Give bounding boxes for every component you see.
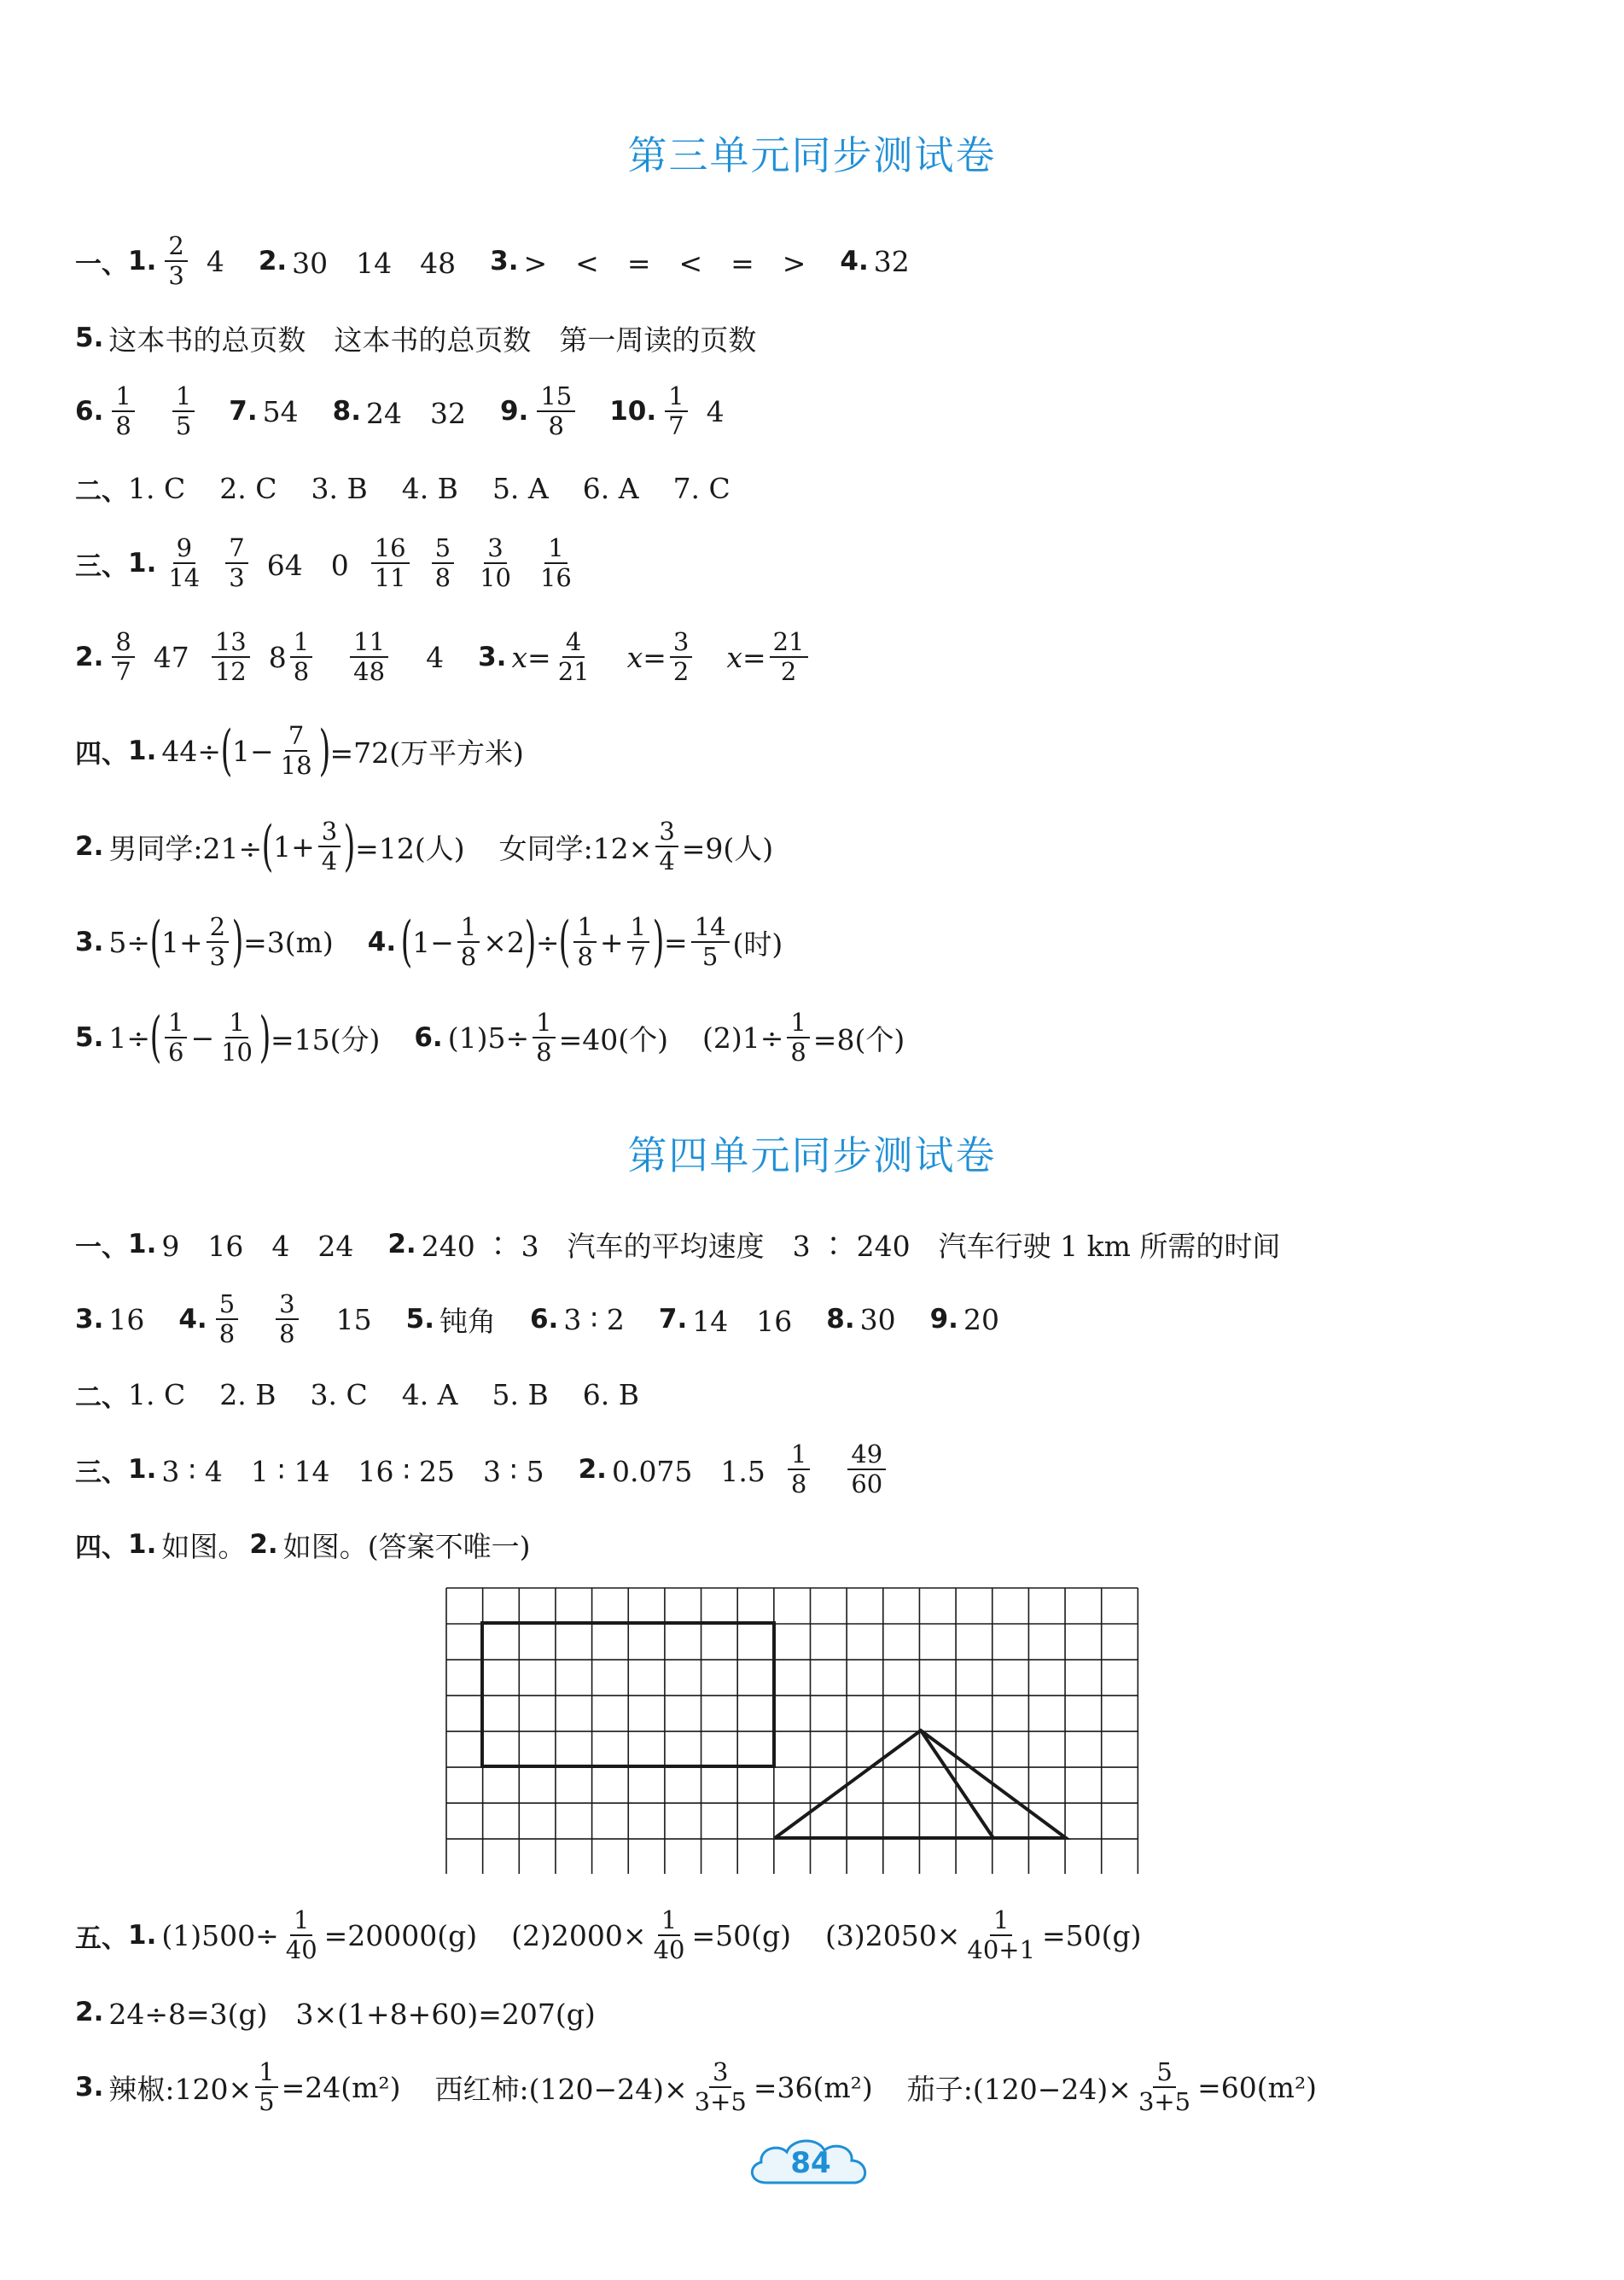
question-number: 7. bbox=[229, 396, 258, 427]
expression: (2)1÷ $\frac{1}{8}$ =8(个) bbox=[701, 1007, 905, 1067]
question-number: 7. bbox=[658, 1304, 688, 1335]
question-number: 1. bbox=[128, 1229, 157, 1259]
grid-svg bbox=[445, 1587, 1140, 1874]
close-paren: ) bbox=[524, 910, 537, 974]
answer: 5. B bbox=[492, 1377, 549, 1411]
question-number: 5. bbox=[75, 1022, 104, 1053]
section-label: 一、 bbox=[75, 248, 128, 280]
answer: 24 32 bbox=[365, 396, 466, 430]
fraction: $\frac{1}{8}$ bbox=[573, 914, 596, 971]
answer: 15 bbox=[335, 1302, 372, 1336]
answer: 钝角 bbox=[439, 1304, 496, 1338]
fraction: $\frac{1}{5}$ bbox=[255, 2059, 277, 2116]
expression: ( 1− $\frac{1}{8}$ ×2 ) ÷ ( $\frac{1}{8}$ + $\frac{1}{7}$ ) = $\frac{14}{5}$ (时) bbox=[400, 910, 783, 974]
answer: 3 ∶ 2 bbox=[563, 1302, 625, 1336]
section-label: 三、 bbox=[75, 550, 128, 582]
fraction: $\frac{3}{10}$ bbox=[480, 532, 511, 592]
fraction: $\frac{8}{7}$ bbox=[112, 629, 134, 686]
expression: 44÷ ( 1− $\frac{7}{18}$ ) =72(万平方米) bbox=[161, 719, 524, 782]
fraction: $\frac{7}{3}$ bbox=[225, 535, 247, 592]
fraction: $\frac{1}{40}$ bbox=[285, 1905, 317, 1964]
open-paren: ( bbox=[149, 910, 162, 974]
expression: 男同学:21÷ ( 1+ $\frac{3}{4}$ ) =12(人) bbox=[108, 815, 465, 878]
answer: 5. A bbox=[492, 471, 549, 505]
fraction: $\frac{3}{4}$ bbox=[318, 818, 341, 875]
answer: 1. C bbox=[128, 471, 186, 505]
question-number: 5. bbox=[75, 323, 104, 353]
u3-line-3 bbox=[75, 370, 743, 452]
section-label: 四、 bbox=[75, 1532, 128, 1563]
open-paren: ( bbox=[400, 910, 413, 974]
question-number: 6. bbox=[414, 1022, 443, 1053]
u4-line-8 bbox=[75, 2046, 1336, 2128]
u4-line-4 bbox=[75, 1428, 905, 1510]
u4-line-7 bbox=[75, 1971, 614, 2053]
fraction: $\frac{2}{3}$ bbox=[165, 233, 187, 290]
section-label: 二、 bbox=[75, 475, 128, 507]
answer: 4. A bbox=[401, 1377, 458, 1411]
fraction: $\frac{1}{16}$ bbox=[539, 532, 572, 592]
answer: 14 16 bbox=[692, 1304, 793, 1338]
fraction: $\frac{1}{5}$ bbox=[172, 383, 195, 440]
section-label: 五、 bbox=[75, 1922, 128, 1954]
expression: 1÷ ( $\frac{1}{6}$ − $\frac{1}{10}$ ) =15(分) bbox=[108, 1006, 381, 1069]
answer: 24÷8=3(g) 3×(1+8+60)=207(g) bbox=[108, 1997, 596, 2031]
fraction: $\frac{7}{18}$ bbox=[280, 720, 312, 780]
open-paren: ( bbox=[149, 1006, 162, 1069]
open-paren: ( bbox=[220, 719, 233, 782]
unit3-title: 第三单元同步测试卷 bbox=[627, 132, 997, 178]
answer: 3 ∶ 4 1 ∶ 14 16 ∶ 25 3 ∶ 5 bbox=[161, 1454, 544, 1488]
question-number: 1. bbox=[128, 548, 157, 579]
question-number: 6. bbox=[529, 1304, 559, 1335]
answer: 64 0 bbox=[266, 548, 349, 582]
answer: 2. C bbox=[219, 471, 277, 505]
answer: 8 bbox=[268, 640, 287, 674]
grid-figure bbox=[445, 1587, 1140, 1874]
expression: (1)5÷ $\frac{1}{8}$ =40(个) bbox=[447, 1007, 668, 1067]
u3-line-8 bbox=[75, 806, 792, 887]
answer: 4. B bbox=[401, 471, 458, 505]
fraction: $\frac{5}{3+5}$ bbox=[1138, 2056, 1191, 2116]
close-paren: ) bbox=[231, 910, 244, 974]
fraction: $\frac{3}{2}$ bbox=[670, 629, 692, 686]
question-number: 3. bbox=[490, 246, 519, 276]
fraction: $\frac{1}{8}$ bbox=[787, 1009, 809, 1067]
fraction: $\frac{1}{40+1}$ bbox=[967, 1905, 1036, 1964]
fraction: $\frac{11}{48}$ bbox=[350, 629, 388, 686]
answer: 4 bbox=[706, 394, 725, 428]
fraction: $\frac{1}{8}$ bbox=[533, 1009, 555, 1067]
answer: 30 14 48 bbox=[292, 246, 457, 280]
fraction: $\frac{1}{6}$ bbox=[165, 1009, 187, 1067]
equation-label: x= bbox=[626, 640, 666, 674]
u3-line-6 bbox=[75, 616, 827, 698]
expression: (2)2000× $\frac{1}{40}$ =50(g) bbox=[511, 1905, 791, 1964]
answer: 32 bbox=[873, 244, 910, 278]
question-number: 8. bbox=[332, 396, 361, 427]
expression: 女同学:12× $\frac{3}{4}$ =9(人) bbox=[498, 816, 774, 875]
fraction: $\frac{15}{8}$ bbox=[537, 383, 575, 440]
section-label: 四、 bbox=[75, 738, 128, 770]
answer: 54 bbox=[262, 394, 299, 428]
fraction: $\frac{1}{8}$ bbox=[112, 383, 134, 440]
expression: 辣椒:120× $\frac{1}{5}$ =24(m²) bbox=[108, 2056, 401, 2116]
triangle-median-line bbox=[921, 1730, 993, 1838]
question-number: 2. bbox=[75, 642, 104, 672]
expression: (1)500÷ $\frac{1}{40}$ =20000(g) bbox=[161, 1905, 478, 1964]
fraction: $\frac{1}{10}$ bbox=[221, 1007, 253, 1067]
expression: 5÷ ( 1+ $\frac{2}{3}$ ) =3(m) bbox=[108, 910, 334, 974]
fraction: $\frac{13}{12}$ bbox=[212, 629, 250, 686]
question-number: 2. bbox=[75, 831, 104, 862]
fraction: $\frac{1}{8}$ bbox=[457, 914, 480, 971]
close-paren: ) bbox=[318, 719, 330, 782]
section-label: 一、 bbox=[75, 1231, 128, 1263]
question-number: 3. bbox=[75, 1304, 104, 1335]
fraction: $\frac{49}{60}$ bbox=[847, 1441, 886, 1498]
page-number-badge bbox=[742, 2133, 879, 2193]
question-number: 2. bbox=[75, 1997, 104, 2027]
fraction: $\frac{3}{3+5}$ bbox=[694, 2056, 747, 2116]
close-paren: ) bbox=[343, 815, 356, 878]
answer: 47 bbox=[153, 640, 189, 674]
answer: 20 bbox=[963, 1302, 999, 1336]
question-number: 4. bbox=[840, 246, 869, 276]
unit4-title: 第四单元同步测试卷 bbox=[627, 1132, 997, 1178]
answer: 0.075 1.5 bbox=[611, 1454, 765, 1488]
question-number: 4. bbox=[367, 927, 397, 957]
answer: 240 ∶ 3 汽车的平均速度 3 ∶ 240 汽车行驶 1 km 所需的时间 bbox=[421, 1229, 1281, 1263]
question-number: 6. bbox=[75, 396, 104, 427]
expression: 茄子:(120−24)× $\frac{5}{3+5}$ =60(m²) bbox=[906, 2056, 1318, 2116]
answer: 3. B bbox=[311, 471, 368, 505]
u4-line-2 bbox=[75, 1278, 1018, 1360]
question-number: 8. bbox=[826, 1304, 855, 1335]
expression: (3)2050× $\frac{1}{40+1}$ =50(g) bbox=[824, 1905, 1142, 1964]
answer: 16 bbox=[108, 1302, 145, 1336]
question-number: 2. bbox=[387, 1229, 416, 1259]
equation-label: x= bbox=[726, 640, 766, 674]
question-number: 1. bbox=[128, 1529, 157, 1560]
answer: 30 bbox=[859, 1302, 896, 1336]
fraction: $\frac{9}{14}$ bbox=[168, 532, 201, 592]
fraction: $\frac{16}{11}$ bbox=[371, 535, 410, 592]
u3-line-2 bbox=[75, 297, 775, 379]
question-number: 1. bbox=[128, 1920, 157, 1951]
question-number: 10. bbox=[609, 396, 657, 427]
open-paren: ( bbox=[261, 815, 274, 878]
u3-line-10 bbox=[75, 997, 923, 1079]
fraction: $\frac{1}{7}$ bbox=[665, 383, 687, 440]
fraction: $\frac{14}{5}$ bbox=[691, 914, 730, 971]
answer: > < = < = > bbox=[523, 246, 806, 280]
u3-line-1 bbox=[75, 220, 928, 302]
question-number: 1. bbox=[128, 1454, 157, 1485]
u4-line-1 bbox=[75, 1203, 1299, 1285]
section-label: 三、 bbox=[75, 1457, 128, 1488]
answer: 如图。(答案不唯一) bbox=[282, 1529, 531, 1563]
section-label: 二、 bbox=[75, 1381, 128, 1413]
u3-line-4 bbox=[75, 447, 765, 529]
answer: 2. B bbox=[219, 1377, 276, 1411]
close-paren: ) bbox=[259, 1006, 271, 1069]
fraction: $\frac{5}{8}$ bbox=[216, 1291, 238, 1348]
question-number: 3. bbox=[75, 927, 104, 957]
u4-line-5 bbox=[75, 1504, 549, 1585]
fraction: $\frac{2}{3}$ bbox=[207, 914, 229, 971]
page-number: 84 bbox=[790, 2146, 831, 2180]
fraction: $\frac{3}{4}$ bbox=[655, 818, 678, 875]
u3-line-9 bbox=[75, 901, 801, 983]
answer: 1. C bbox=[128, 1377, 186, 1411]
fraction: $\frac{1}{7}$ bbox=[627, 914, 649, 971]
fraction: $\frac{21}{2}$ bbox=[770, 629, 808, 686]
question-number: 4. bbox=[178, 1304, 207, 1335]
answer: 4 bbox=[426, 640, 445, 674]
answer: 这本书的总页数 这本书的总页数 第一周读的页数 bbox=[108, 323, 757, 357]
fraction: $\frac{1}{8}$ bbox=[290, 629, 312, 686]
question-number: 1. bbox=[128, 246, 157, 276]
question-number: 9. bbox=[929, 1304, 958, 1335]
fraction: $\frac{1}{8}$ bbox=[788, 1441, 810, 1498]
answer: 4 bbox=[206, 244, 224, 278]
answer: 7. C bbox=[672, 471, 731, 505]
answer: 9 16 4 24 bbox=[161, 1229, 354, 1263]
open-paren: ( bbox=[559, 910, 571, 974]
answer: 3. C bbox=[310, 1377, 368, 1411]
question-number: 9. bbox=[499, 396, 529, 427]
question-number: 5. bbox=[405, 1304, 434, 1335]
close-paren: ) bbox=[652, 910, 665, 974]
question-number: 1. bbox=[128, 736, 157, 766]
question-number: 2. bbox=[249, 1529, 278, 1560]
fraction: $\frac{4}{21}$ bbox=[557, 626, 590, 686]
expression: 西红柿:(120−24)× $\frac{3}{3+5}$ =36(m²) bbox=[434, 2056, 873, 2116]
fraction: $\frac{5}{8}$ bbox=[432, 535, 454, 592]
u3-line-5 bbox=[75, 522, 594, 604]
equation-label: x= bbox=[511, 640, 551, 674]
answer: 6. A bbox=[582, 471, 639, 505]
question-number: 2. bbox=[578, 1454, 607, 1485]
u3-line-7 bbox=[75, 710, 524, 792]
triangle-shape bbox=[775, 1730, 1066, 1838]
answer: 如图。 bbox=[161, 1529, 247, 1563]
question-number: 3. bbox=[75, 2072, 104, 2103]
question-number: 2. bbox=[258, 246, 288, 276]
question-number: 3. bbox=[478, 642, 507, 672]
u4-line-6 bbox=[75, 1894, 1161, 1976]
u4-line-3 bbox=[75, 1353, 673, 1435]
answer: 6. B bbox=[582, 1377, 639, 1411]
fraction: $\frac{3}{8}$ bbox=[276, 1291, 298, 1348]
fraction: $\frac{1}{40}$ bbox=[653, 1905, 685, 1964]
